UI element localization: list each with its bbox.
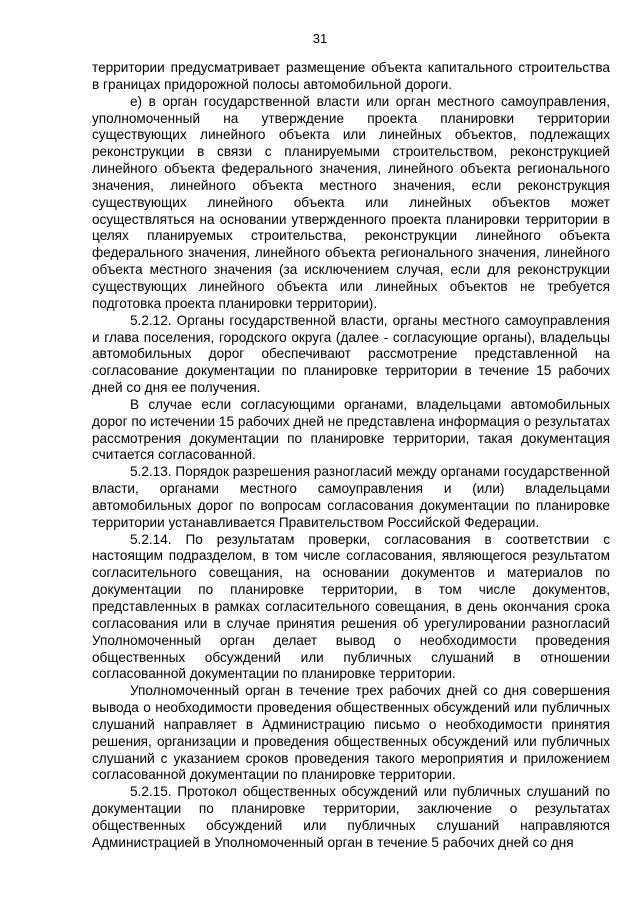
paragraph-5-2-12: 5.2.12. Органы государственной власти, органы местного самоуправления и глава поселения, городского округа (далее - согласующие органы), владельцы автомобильных дорог обеспечивают рассмотрение представленной на согласование документации по планировке территории в течение 15 рабочих дней со дня ее получения. (92, 312, 610, 396)
document-body (92, 60, 610, 852)
paragraph-5-2-15: 5.2.15. Протокол общественных обсуждений или публичных слушаний по документации по планировке территории, заключение о результатах общественных обсуждений или публичных слушаний направляются Администрацией в Уполномоченный орган в течение 5 рабочих дней со дня (92, 784, 610, 850)
paragraph-continuation: территории предусматривает размещение объекта капитального строительства в границах придорожной полосы автомобильной дороги. (92, 60, 610, 92)
paragraph-5-2-13: 5.2.13. Порядок разрешения разногласий между органами государственной власти, органами местного самоуправления и (или) владельцами автомобильных дорог по вопросам согласования документации по планировке территории устанавливается Правительством Российской Федерации. (92, 464, 610, 530)
paragraph-5-2-14-continued: Уполномоченный орган в течение трех рабочих дней со дня совершения вывода о необходимости проведения общественных обсуждений или публичных слушаний направляет в Администрацию письмо о необходимости принятия решения, организации и проведения общественных обсуждений или публичных слушаний с указанием сроков проведения такого мероприятия и приложением согласованной документации по планировке территории. (92, 683, 610, 783)
paragraph-5-2-14: 5.2.14. По результатам проверки, согласования в соответствии с настоящим подразделом, в том числе согласования, являющегося результатом согласительного совещания, на основании документов и материалов по документации по планировке территории, в том числе документов, представленных в рамках согласительного совещания, в день окончания срока согласования или в случае принятия решения об урегулировании разногласий Уполномоченный орган делает вывод о необходимости проведения общественных обсуждений или публичных слушаний в отношении согласованной документации по планировке территории. (92, 531, 610, 682)
paragraph-5-2-12-continued: В случае если согласующими органами, владельцами автомобильных дорог по истечении 15 рабочих дней не представлена информация о результатах рассмотрения документации по планировке территории, такая документация считается согласованной. (92, 396, 610, 463)
page-number: 31 (312, 31, 328, 46)
paragraph-item-e: е) в орган государственной власти или орган местного самоуправления, уполномоченный на утверждение проекта планировки территории существующих линейного объекта или линейных объектов, подлежащих реконструкции в связи с планируемыми строительством, реконструкцией линейного объекта федерального значения, линейного объекта регионального значения, линейного объекта местного значения, если реконструкция существующих линейного объекта или линейных объектов может осуществляться на основании утвержденного проекта планировки территории в целях планируемых строительства, реконструкции линейного объекта федерального значения, линейного объекта регионального значения, линейного объекта местного значения (за исключением случая, если для реконструкции существующих линейного объекта или линейных объектов не требуется подготовка проекта планировки территории). (92, 93, 610, 311)
